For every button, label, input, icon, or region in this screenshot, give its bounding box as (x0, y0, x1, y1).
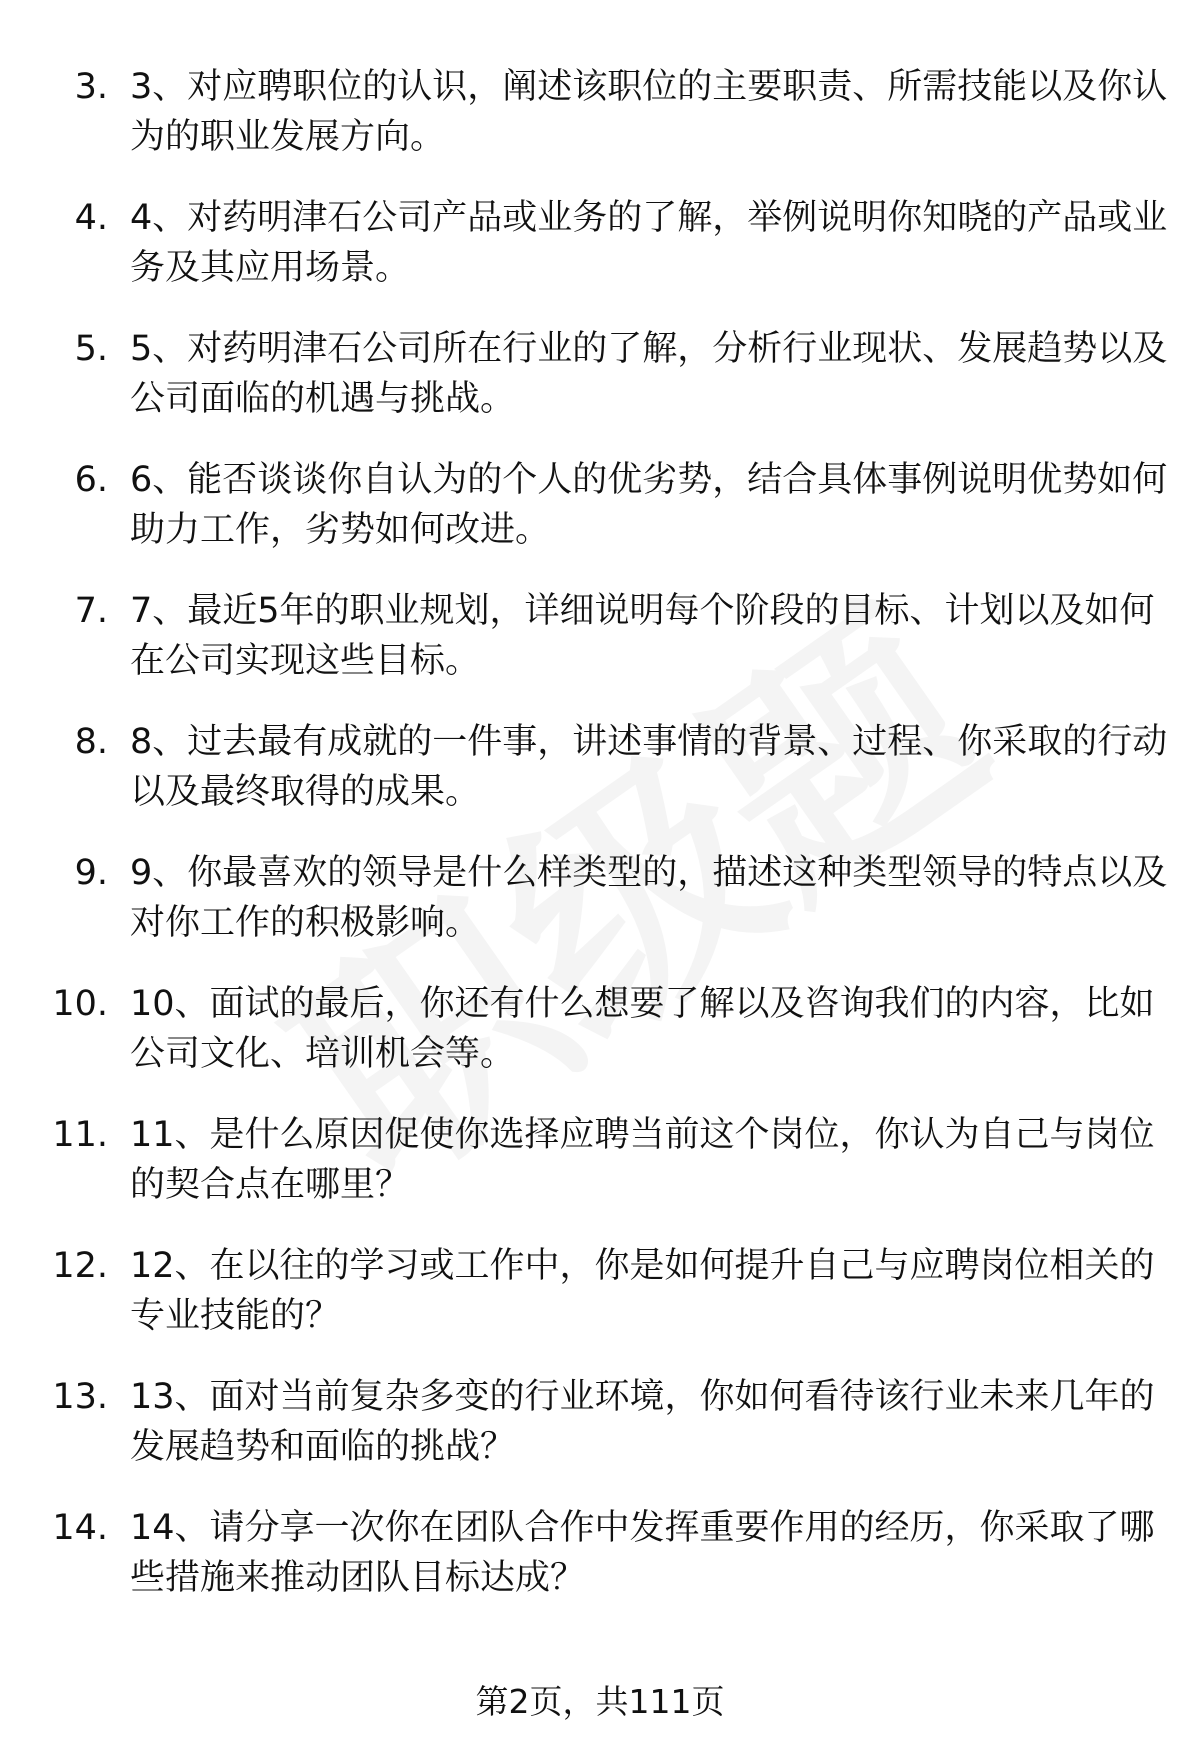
item-number: 7. (74, 591, 108, 631)
item-number: 10. (52, 984, 108, 1024)
list-item (0, 62, 1200, 193)
item-number: 3. (74, 67, 108, 107)
list-item (0, 1503, 1200, 1634)
list-item (0, 193, 1200, 324)
item-number: 5. (74, 329, 108, 369)
page-footer: 第2页，共111页 (475, 1682, 725, 1721)
list-item (0, 586, 1200, 717)
item-text: 9、你最喜欢的领导是什么样类型的，描述这种类型领导的特点以及对你工作的积极影响。 (130, 853, 1168, 943)
item-text: 4、对药明津石公司产品或业务的了解，举例说明你知晓的产品或业务及其应用场景。 (130, 198, 1168, 288)
list-item (0, 1241, 1200, 1372)
item-text: 5、对药明津石公司所在行业的了解，分析行业现状、发展趋势以及公司面临的机遇与挑战。 (130, 329, 1168, 419)
item-text: 13、面对当前复杂多变的行业环境，你如何看待该行业未来几年的发展趋势和面临的挑战？ (130, 1377, 1155, 1467)
item-text: 10、面试的最后，你还有什么想要了解以及咨询我们的内容，比如公司文化、培训机会等。 (130, 984, 1155, 1074)
item-number: 11. (52, 1115, 108, 1155)
item-number: 9. (74, 853, 108, 893)
list-item (0, 1110, 1200, 1241)
list-item (0, 848, 1200, 979)
item-text: 7、最近5年的职业规划，详细说明每个阶段的目标、计划以及如何在公司实现这些目标。 (130, 591, 1155, 681)
item-text: 8、过去最有成就的一件事，讲述事情的背景、过程、你采取的行动以及最终取得的成果。 (130, 722, 1168, 812)
list-item (0, 979, 1200, 1110)
item-text: 12、在以往的学习或工作中，你是如何提升自己与应聘岗位相关的专业技能的？ (130, 1246, 1155, 1336)
item-number: 4. (74, 198, 108, 238)
list-item (0, 324, 1200, 455)
item-text: 6、能否谈谈你自认为的个人的优劣势，结合具体事例说明优势如何助力工作，劣势如何改进。 (130, 460, 1168, 550)
item-text: 11、是什么原因促使你选择应聘当前这个岗位，你认为自己与岗位的契合点在哪里？ (130, 1115, 1155, 1205)
item-number: 6. (74, 460, 108, 500)
list-item (0, 455, 1200, 586)
item-number: 8. (74, 722, 108, 762)
item-number: 13. (52, 1377, 108, 1417)
item-number: 12. (52, 1246, 108, 1286)
list-item (0, 717, 1200, 848)
question-list (0, 62, 1200, 1634)
item-text: 3、对应聘职位的认识，阐述该职位的主要职责、所需技能以及你认为的职业发展方向。 (130, 67, 1168, 157)
item-number: 14. (52, 1508, 108, 1548)
list-item (0, 1372, 1200, 1503)
item-text: 14、请分享一次你在团队合作中发挥重要作用的经历，你采取了哪些措施来推动团队目标达成？ (130, 1508, 1155, 1598)
